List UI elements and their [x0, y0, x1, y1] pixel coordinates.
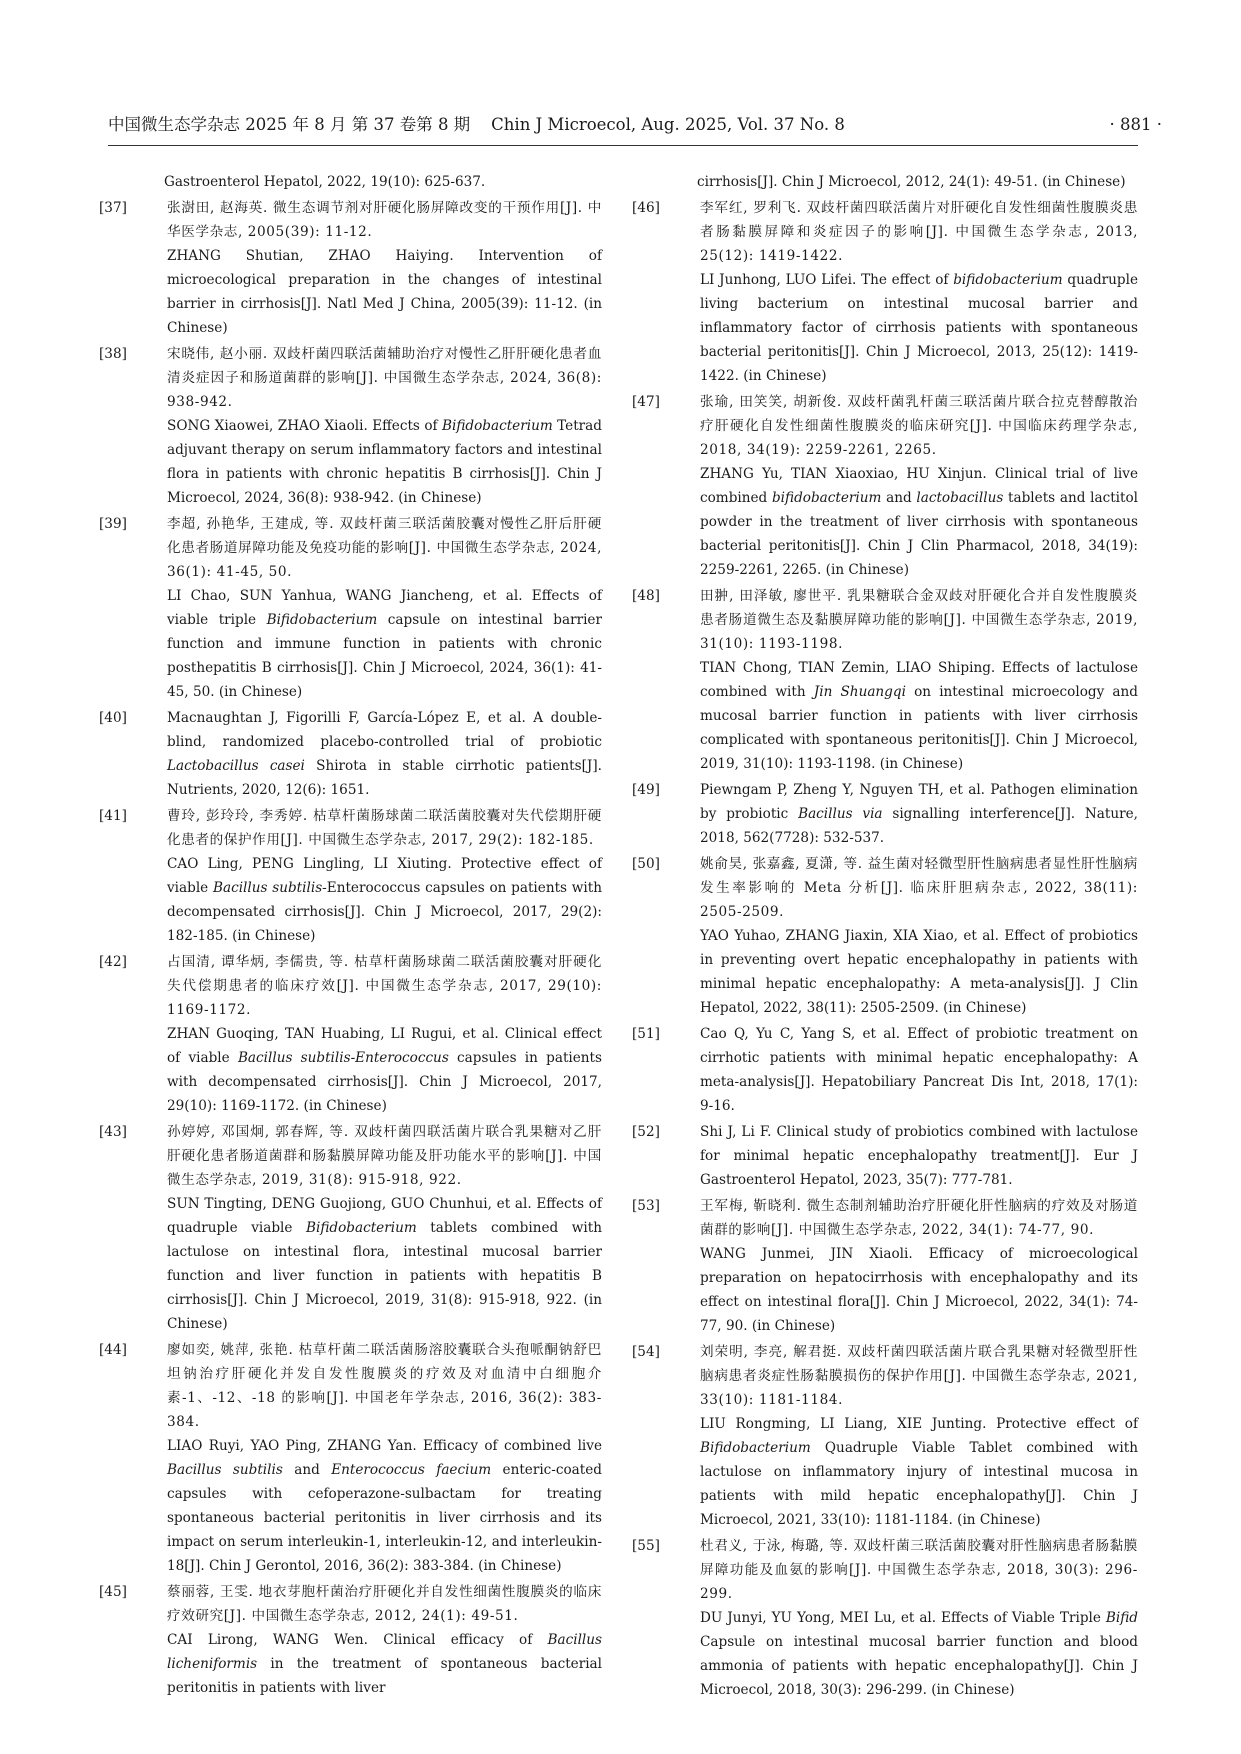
italic-term: bifidobacterium: [771, 490, 882, 506]
reference-text-segment: on intestinal microecology and mucosal barrier function in patients with liver cirrhosis complicated with spontaneous peritonitis[J]. Chin J Microecol, 2019, 31(10): 1193-1198. (in Chinese): [700, 684, 1138, 772]
reference-english-text: [700, 462, 1138, 582]
reference-text-segment: CAO Ling, PENG Lingling, LI Xiuting. Protective effect of viable: [167, 856, 602, 896]
reference-entry: [99, 1120, 602, 1336]
reference-entry: [632, 584, 1138, 776]
reference-text-segment: LI Chao, SUN Yanhua, WANG Jiancheng, et al. Effects of viable triple: [167, 588, 602, 628]
reference-text-segment: in the treatment of spontaneous bacterial peritonitis in patients with liver: [167, 1656, 602, 1696]
reference-entry: [632, 1120, 1138, 1192]
reference-chinese-text: 曹玲, 彭玲玲, 李秀婷. 枯草杆菌肠球菌二联活菌胶囊对失代偿期肝硬化患者的保护作用[J]. 中国微生态学杂志, 2017, 29(2): 182-185.: [167, 808, 602, 848]
reference-chinese-text: 田翀, 田泽敏, 廖世平. 乳果糖联合金双歧对肝硬化合并自发性腹膜炎患者肠道微生态及黏膜屏障功能的影响[J]. 中国微生态学杂志, 2019, 31(10): 1193-1198.: [700, 588, 1138, 652]
reference-english-text: [700, 1242, 1138, 1338]
reference-entry: [99, 950, 602, 1118]
reference-text-segment: YAO Yuhao, ZHANG Jiaxin, XIA Xiao, et al. Effect of probiotics in preventing overt hepatic encephalopathy in patients with minimal hepatic encephalopathy: A meta-analysis[J]. J Clin Hepatol, 2022, 38(11): 2505-2509. (in Chinese): [700, 928, 1138, 1016]
reference-text-segment: CAI Lirong, WANG Wen. Clinical efficacy of: [167, 1632, 548, 1648]
reference-english-text: [167, 706, 602, 802]
reference-text-segment: Piewngam P, Zheng Y, Nguyen TH, et al. Pathogen elimination by probiotic: [700, 782, 1138, 822]
reference-text-segment: SONG Xiaowei, ZHAO Xiaoli. Effects of: [167, 418, 442, 434]
italic-term: bifidobacterium: [953, 272, 1063, 288]
italic-term: Bacillus subtilis: [213, 880, 323, 896]
reference-text-segment: Macnaughtan J, Figorilli F, García-López E, et al. A double-blind, randomized placebo-controlled trial of probiotic: [167, 710, 602, 750]
italic-term: Bifidobacterium: [442, 418, 553, 434]
reference-text-segment: ZHANG Shutian, ZHAO Haiying. Intervention of microecological preparation in the changes of intestinal barrier in cirrhosis[J]. Natl Med J China, 2005(39): 11-12. (in Chinese): [167, 248, 602, 336]
reference-entry: [99, 706, 602, 802]
reference-english-text: [167, 244, 602, 340]
reference-number: [41]: [99, 808, 127, 824]
reference-english-text: [700, 1120, 1138, 1192]
reference-number: [47]: [632, 394, 660, 410]
reference-number: [44]: [99, 1342, 127, 1358]
reference-text-segment: Quadruple Viable Tablet combined with lactulose on inflammatory injury of intestinal mucosa in patients with mild hepatic encephalopathy[J]. Chin J Microecol, 2021, 33(10): 1181-1184. (in Chinese): [700, 1440, 1138, 1528]
reference-entry: [632, 1340, 1138, 1532]
reference-text-segment: SUN Tingting, DENG Guojiong, GUO Chunhui, et al. Effects of quadruple viable: [167, 1196, 602, 1236]
reference-entry: [632, 1534, 1138, 1702]
italic-term: Bifidobacterium: [266, 612, 378, 628]
reference-text-segment: Capsule on intestinal mucosal barrier function and blood ammonia of patients with hepatic encephalopathy[J]. Chin J Microecol, 2018, 30(3): 296-299. (in Chinese): [700, 1634, 1138, 1698]
reference-chinese-text: 张澍田, 赵海英. 微生态调节剂对肝硬化肠屏障改变的干预作用[J]. 中华医学杂志, 2005(39): 11-12.: [167, 200, 602, 240]
page-number: · 881 ·: [1109, 115, 1162, 134]
reference-text-segment: and: [282, 1462, 332, 1478]
italic-term: Bifidobacterium: [700, 1440, 811, 1456]
reference-entry: [632, 390, 1138, 582]
reference-number: [42]: [99, 954, 127, 970]
journal-citation-header: 中国微生态学杂志 2025 年 8 月 第 37 卷第 8 期 Chin J Microecol, Aug. 2025, Vol. 37 No. 8: [108, 115, 845, 134]
reference-text-segment: LIU Rongming, LI Liang, XIE Junting. Protective effect of: [700, 1416, 1138, 1432]
reference-text-segment: Cao Q, Yu C, Yang S, et al. Effect of probiotic treatment on cirrhotic patients with minimal hepatic encephalopathy: A meta-analysis[J]. Hepatobiliary Pancreat Dis Int, 2018, 17(1): 9-16.: [700, 1026, 1138, 1114]
reference-number: [49]: [632, 782, 660, 798]
reference-text-segment: -Enterococcus capsules on patients with decompensated cirrhosis[J]. Chin J Microecol, 2017, 29(2): 182-185. (in Chinese): [167, 880, 602, 944]
reference-continuation: [99, 170, 602, 194]
reference-text-segment: LI Junhong, LUO Lifei. The effect of: [700, 272, 954, 288]
reference-entry: [632, 1194, 1138, 1338]
reference-entry: [99, 804, 602, 948]
reference-chinese-text: 王军梅, 靳晓利. 微生态制剂辅助治疗肝硬化肝性脑病的疗效及对肠道菌群的影响[J]. 中国微生态学杂志, 2022, 34(1): 74-77, 90.: [700, 1198, 1138, 1238]
reference-number: [54]: [632, 1344, 660, 1360]
reference-text-segment: Shirota in stable cirrhotic patients[J]. Nutrients, 2020, 12(6): 1651.: [167, 758, 602, 798]
reference-chinese-text: 孙婷婷, 邓国炯, 郭春辉, 等. 双歧杆菌四联活菌片联合乳果糖对乙肝肝硬化患者肠道菌群和肠黏膜屏障功能及肝功能水平的影响[J]. 中国微生态学杂志, 2019, 31(8): 915-918, 922.: [167, 1124, 602, 1188]
reference-text-segment: WANG Junmei, JIN Xiaoli. Efficacy of microecological preparation on hepatocirrhosis with encephalopathy and its effect on intestinal flora[J]. Chin J Microecol, 2022, 34(1): 74-77, 90. (in Chinese): [700, 1246, 1138, 1334]
header-rule: [108, 145, 1138, 146]
reference-number: [40]: [99, 710, 127, 726]
reference-text-segment: TIAN Chong, TIAN Zemin, LIAO Shiping. Effects of lactulose combined with: [700, 660, 1138, 700]
reference-entry: [632, 778, 1138, 850]
reference-text-segment: DU Junyi, YU Yong, MEI Lu, et al. Effects of Viable Triple: [700, 1610, 1106, 1626]
italic-term: Bacillus subtilis: [167, 1462, 283, 1478]
reference-chinese-text: 李超, 孙艳华, 王建成, 等. 双歧杆菌三联活菌胶囊对慢性乙肝后肝硬化患者肠道屏障功能及免疫功能的影响[J]. 中国微生态学杂志, 2024, 36(1): 41-45, 50.: [167, 516, 602, 580]
reference-chinese-text: 刘荣明, 李亮, 解君挺. 双歧杆菌四联活菌片联合乳果糖对轻微型肝性脑病患者炎症性肠黏膜损伤的保护作用[J]. 中国微生态学杂志, 2021, 33(10): 1181-1184.: [700, 1344, 1138, 1408]
reference-english-text: [700, 778, 1138, 850]
italic-term: Bifidobacterium: [306, 1220, 417, 1236]
reference-entry: [99, 1580, 602, 1700]
reference-english-text: [167, 584, 602, 704]
reference-entry: [99, 342, 602, 510]
reference-english-text: [167, 1022, 602, 1118]
reference-english-text: [167, 414, 602, 510]
reference-english-text: [700, 1022, 1138, 1118]
reference-text-segment: and: [881, 490, 917, 506]
reference-text-segment: tablets combined with lactulose on intestinal flora, intestinal mucosal barrier function and liver function in patients with hepatitis B cirrhosis[J]. Chin J Microecol, 2019, 31(8): 915-918, 922. (in Chinese): [167, 1220, 602, 1332]
reference-number: [43]: [99, 1124, 127, 1140]
reference-text-segment: Shi J, Li F. Clinical study of probiotics combined with lactulose for minimal hepatic encephalopathy treatment[J]. Eur J Gastroenterol Hepatol, 2023, 35(7): 777-781.: [700, 1124, 1138, 1188]
running-header: [66, 113, 1172, 137]
reference-number: [55]: [632, 1538, 660, 1554]
reference-chinese-text: 杜君义, 于泳, 梅璐, 等. 双歧杆菌三联活菌胶囊对肝性脑病患者肠黏膜屏障功能及血氨的影响[J]. 中国微生态学杂志, 2018, 30(3): 296-299.: [700, 1538, 1138, 1602]
reference-text-segment: capsules in patients with decompensated cirrhosis[J]. Chin J Microecol, 2017, 29(10): 1169-1172. (in Chinese): [167, 1050, 602, 1114]
reference-number: [50]: [632, 856, 660, 872]
reference-entry: [632, 1022, 1138, 1118]
reference-text-segment: capsule on intestinal barrier function and immune function in patients with chronic posthepatitis B cirrhosis[J]. Chin J Microecol, 2024, 36(1): 41-45, 50. (in Chinese): [167, 612, 602, 700]
reference-number: [48]: [632, 588, 660, 604]
reference-entry: [632, 852, 1138, 1020]
italic-term: Bacillus via: [798, 806, 883, 822]
reference-english-text: [167, 852, 602, 948]
reference-english-text: [700, 656, 1138, 776]
reference-chinese-text: 姚俞昊, 张嘉鑫, 夏潇, 等. 益生菌对轻微型肝性脑病患者显性肝性脑病发生率影响的 Meta 分析[J]. 临床肝胆病杂志, 2022, 38(11): 2505-2509.: [700, 856, 1138, 920]
italic-term: Bacillus subtilis-Enterococcus: [237, 1050, 449, 1066]
reference-text-segment: Tetrad adjuvant therapy on serum inflammatory factors and intestinal flora in patients with chronic hepatitis B cirrhosis[J]. Chin J Microecol, 2024, 36(8): 938-942. (in Chinese): [167, 418, 602, 506]
reference-english-text: [167, 1628, 602, 1700]
italic-term: Enterococcus faecium: [331, 1462, 492, 1478]
reference-chinese-text: 廖如奕, 姚萍, 张艳. 枯草杆菌二联活菌肠溶胶囊联合头孢哌酮钠舒巴坦钠治疗肝硬化并发自发性腹膜炎的疗效及对血清中白细胞介素-1、-12、-18 的影响[J]. 中国老年学杂志, 2016, 36(2): 383-384.: [167, 1342, 602, 1430]
reference-chinese-text: 占国清, 谭华炳, 李儒贵, 等. 枯草杆菌肠球菌二联活菌胶囊对肝硬化失代偿期患者的临床疗效[J]. 中国微生态学杂志, 2017, 29(10): 1169-1172.: [167, 954, 602, 1018]
reference-entry: [99, 512, 602, 704]
italic-term: Bifid: [1105, 1610, 1138, 1626]
reference-chinese-text: 蔡丽蓉, 王雯. 地衣芽胞杆菌治疗肝硬化并自发性细菌性腹膜炎的临床疗效研究[J]. 中国微生态学杂志, 2012, 24(1): 49-51.: [167, 1584, 602, 1624]
reference-english-text: [167, 1434, 602, 1578]
reference-text-segment: signalling interference[J]. Nature, 2018, 562(7728): 532-537.: [700, 806, 1138, 846]
reference-text-segment: ZHANG Yu, TIAN Xiaoxiao, HU Xinjun. Clinical trial of live combined: [700, 466, 1138, 506]
reference-chinese-text: 张瑜, 田笑笑, 胡新俊. 双歧杆菌乳杆菌三联活菌片联合拉克替醇散治疗肝硬化自发性细菌性腹膜炎的临床研究[J]. 中国临床药理学杂志, 2018, 34(19): 2259-2261, 2265.: [700, 394, 1138, 458]
italic-term: Jin Shuangqi: [813, 684, 906, 700]
reference-text-segment: ZHAN Guoqing, TAN Huabing, LI Rugui, et al. Clinical effect of viable: [167, 1026, 602, 1066]
reference-text-segment: LIAO Ruyi, YAO Ping, ZHANG Yan. Efficacy of combined live: [167, 1438, 602, 1454]
reference-number: [46]: [632, 200, 660, 216]
reference-text-segment: tablets and lactitol powder in the treatment of liver cirrhosis with spontaneous bacterial peritonitis[J]. Chin J Clin Pharmacol, 2018, 34(19): 2259-2261, 2265. (in Chinese): [700, 490, 1139, 578]
reference-english-text: [697, 170, 1138, 194]
reference-chinese-text: 宋晓伟, 赵小丽. 双歧杆菌四联活菌辅助治疗对慢性乙肝肝硬化患者血清炎症因子和肠道菌群的影响[J]. 中国微生态学杂志, 2024, 36(8): 938-942.: [167, 346, 602, 410]
reference-entry: [99, 196, 602, 340]
reference-text-segment: Gastroenterol Hepatol, 2022, 19(10): 625-637.: [164, 174, 486, 190]
reference-number: [52]: [632, 1124, 660, 1140]
reference-english-text: [700, 924, 1138, 1020]
italic-term: lactobacillus: [916, 490, 1004, 506]
reference-number: [53]: [632, 1198, 660, 1214]
reference-chinese-text: 李军红, 罗利飞. 双歧杆菌四联活菌片对肝硬化自发性细菌性腹膜炎患者肠黏膜屏障和炎症因子的影响[J]. 中国微生态学杂志, 2013, 25(12): 1419-1422.: [700, 200, 1138, 264]
reference-column-left: [99, 170, 602, 1702]
reference-entry: [99, 1338, 602, 1578]
reference-continuation: [632, 170, 1138, 194]
reference-number: [51]: [632, 1026, 660, 1042]
reference-number: [39]: [99, 516, 127, 532]
reference-number: [38]: [99, 346, 127, 362]
reference-number: [45]: [99, 1584, 127, 1600]
reference-english-text: [167, 1192, 602, 1336]
reference-english-text: [700, 1606, 1138, 1702]
reference-text-segment: quadruple living bacterium on intestinal mucosal barrier and inflammatory factor of cirrhosis patients with spontaneous bacterial peritonitis[J]. Chin J Microecol, 2013, 25(12): 1419-1422. (in Chinese): [700, 272, 1138, 384]
reference-english-text: [164, 170, 602, 194]
italic-term: Lactobacillus casei: [167, 758, 305, 774]
reference-english-text: [700, 1412, 1138, 1532]
reference-text-segment: enteric-coated capsules with cefoperazone-sulbactam for treating spontaneous bacterial peritonitis in liver cirrhosis and its impact on serum interleukin-1, interleukin-12, and interleukin-18[J]. Chin J Gerontol, 2016, 36(2): 383-384. (in Chinese): [167, 1462, 602, 1574]
reference-number: [37]: [99, 200, 127, 216]
reference-english-text: [700, 268, 1138, 388]
reference-column-right: [632, 170, 1138, 1704]
reference-text-segment: cirrhosis[J]. Chin J Microecol, 2012, 24(1): 49-51. (in Chinese): [697, 174, 1126, 190]
reference-entry: [632, 196, 1138, 388]
italic-term: Bacillus licheniformis: [167, 1632, 602, 1672]
